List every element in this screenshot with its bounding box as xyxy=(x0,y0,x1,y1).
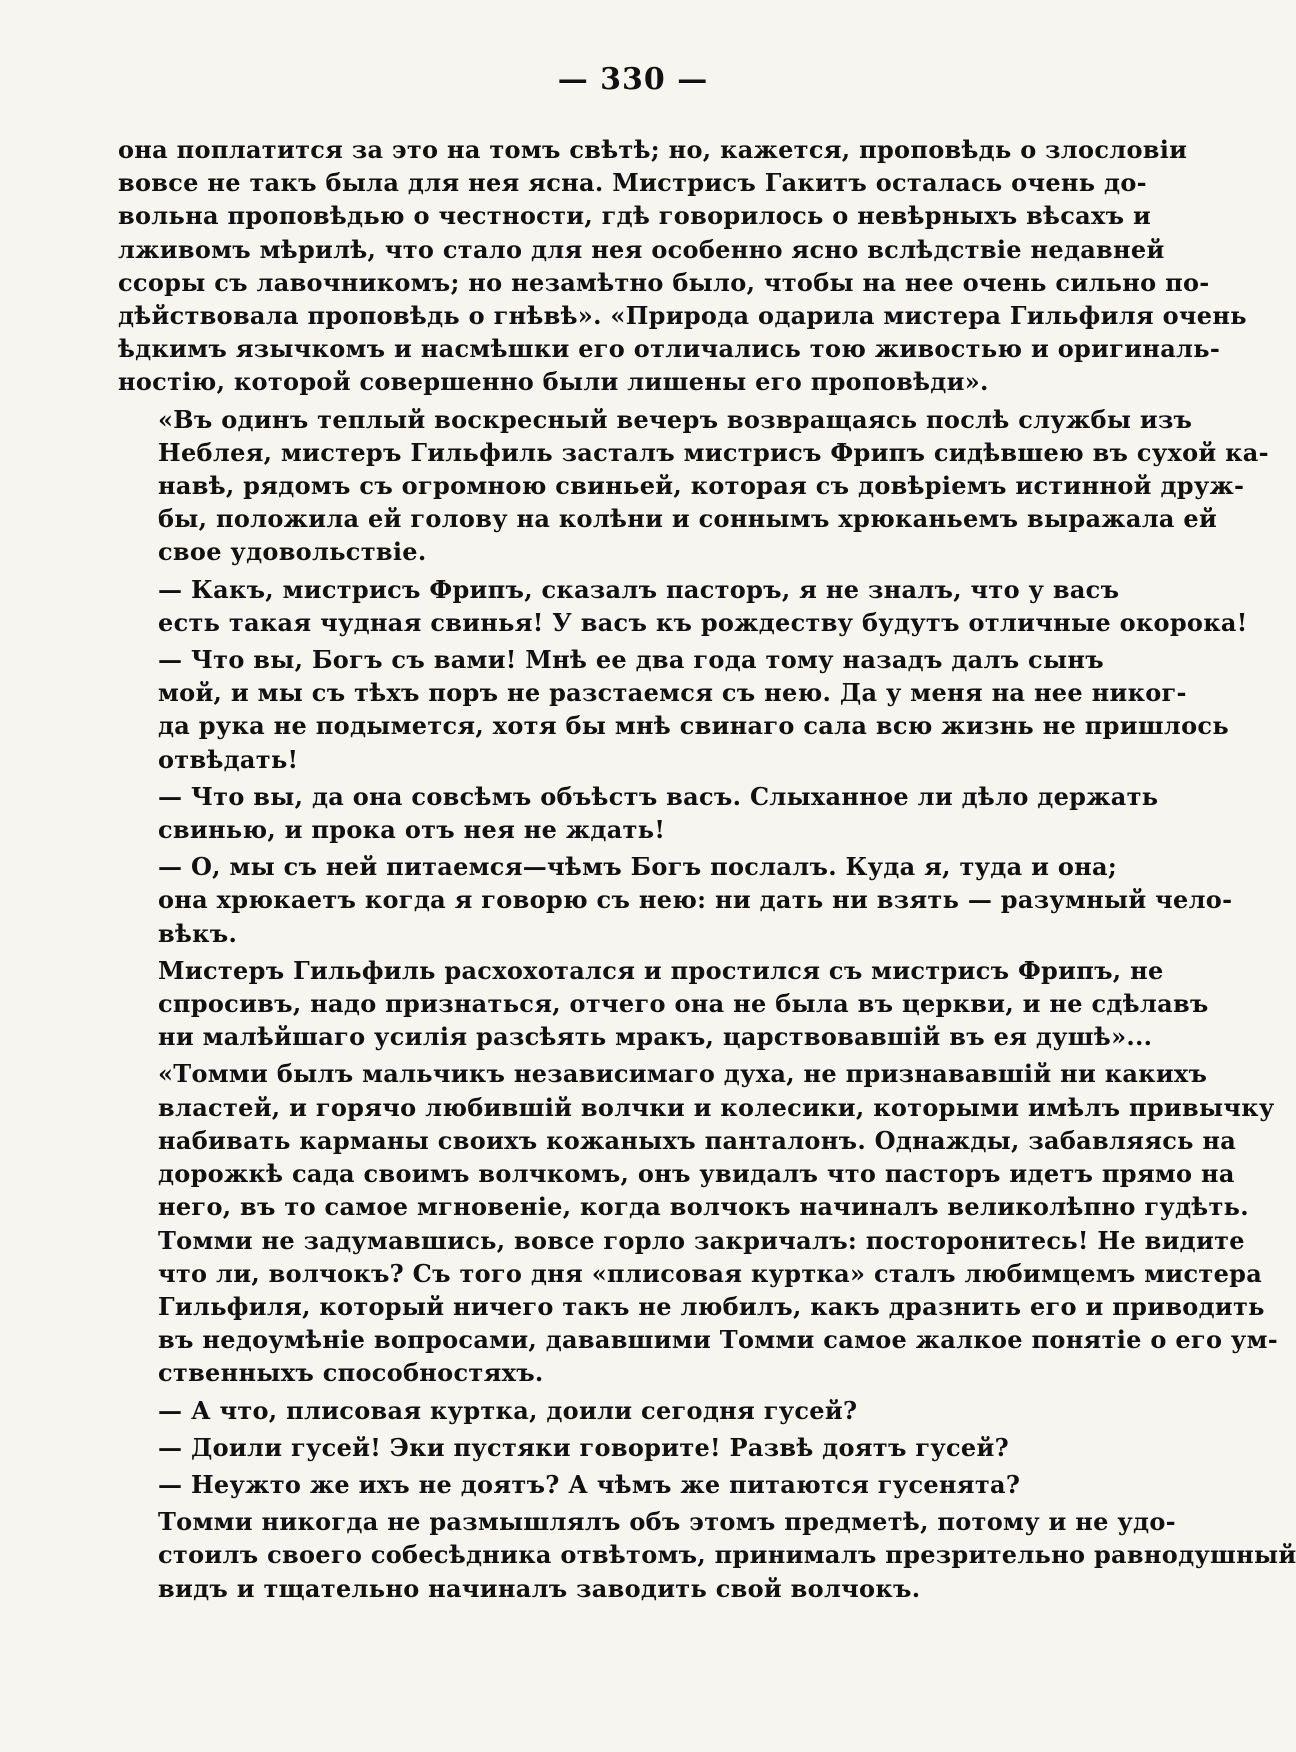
text-line: — Доили гусей! Эки пустяки говорите! Развѣ доятъ гусей? xyxy=(158,1432,1009,1462)
text-line: видъ и тщательно начиналъ заводить свой волчокъ. xyxy=(158,1573,921,1603)
text-line: — А что, плисовая куртка, доили сегодня гусей? xyxy=(158,1395,858,1425)
text-line: вовсе не такъ была для нея ясна. Мистрисъ Гакитъ осталась очень до- xyxy=(118,168,1147,198)
text-line: — Что вы, да она совсѣмъ объѣстъ васъ. Слыханное ли дѣло держать xyxy=(158,781,1159,811)
paragraph xyxy=(118,954,1209,1054)
text-line: — Что вы, Богъ съ вами! Мнѣ ее два года тому назадъ далъ сынъ xyxy=(158,645,1104,675)
text-line: лживомъ мѣрилѣ, что стало для нея особенно ясно вслѣдствіе недавней xyxy=(118,234,1165,264)
paragraph xyxy=(118,780,1159,846)
text-line: Томми не задумавшись, вовсе горло закричалъ: посторонитесь! Не видите xyxy=(158,1225,1245,1255)
paragraph xyxy=(118,1431,1088,1464)
text-line: ственныхъ способностяхъ. xyxy=(158,1358,544,1388)
text-line: «Томми былъ мальчикъ независимаго духа, не признававшій ни какихъ xyxy=(158,1059,1208,1089)
text-line: бы, положила ей голову на колѣни и соннымъ хрюканьемъ выражала ей xyxy=(158,504,1218,534)
text-line: властей, и горячо любившій волчки и колесики, которыми имѣлъ привычку xyxy=(158,1092,1275,1122)
text-line: мой, и мы съ тѣхъ поръ не разстаемся съ нею. Да у меня на нее никог- xyxy=(158,678,1187,708)
paragraph xyxy=(118,403,1269,569)
paragraph xyxy=(118,850,1233,950)
paragraph xyxy=(118,1394,1088,1427)
text-line: ссоры съ лавочникомъ; но незамѣтно было, чтобы на нее очень сильно по- xyxy=(118,267,1210,297)
paragraph xyxy=(118,133,1247,399)
text-line: спросивъ, надо признаться, отчего она не была въ церкви, и не сдѣлавъ xyxy=(158,989,1209,1019)
page-number: — 330 — xyxy=(557,62,709,97)
text-line: что ли, волчокъ? Съ того дня «плисовая куртка» сталъ любимцемъ мистера xyxy=(158,1258,1263,1288)
text-line: ностію, которой совершенно были лишены его проповѣди». xyxy=(118,367,989,397)
text-line: Мистеръ Гильфиль расхохотался и простился съ мистрисъ Фрипъ, не xyxy=(158,955,1164,985)
paragraph xyxy=(118,573,1248,639)
text-line: она поплатится за это на томъ свѣтѣ; но, кажется, проповѣдь о злословіи xyxy=(118,135,1188,164)
text-line: «Въ одинъ теплый воскресный вечеръ возвращаясь послѣ службы изъ xyxy=(158,404,1193,434)
text-line: дѣйствовала проповѣдь о гнѣвѣ». «Природа одарила мистера Гильфиля очень xyxy=(118,301,1247,331)
paragraph xyxy=(118,1468,1088,1501)
text-line: Томми никогда не размышлялъ объ этомъ предметѣ, потому и не удо- xyxy=(158,1507,1176,1537)
text-line: въ недоумѣніе вопросами, дававшими Томми самое жалкое понятіе о его ум- xyxy=(158,1325,1278,1355)
text-line: вольна проповѣдью о честности, гдѣ говорилось о невѣрныхъ вѣсахъ и xyxy=(118,201,1152,231)
text-line: него, въ то самое мгновеніе, когда волчокъ начиналъ великолѣпно гудѣть. xyxy=(158,1192,1249,1222)
text-line: — Неужто же ихъ не доятъ? А чѣмъ же питаются гусенята? xyxy=(158,1469,1021,1499)
text-line: ни малѣйшаго усилія разсѣять мракъ, царствовавшій въ ея душѣ»... xyxy=(158,1022,1153,1052)
text-line: свинью, и прока отъ нея не ждать! xyxy=(158,815,666,845)
text-line: вѣкъ. xyxy=(158,918,238,948)
text-line: отвѣдать! xyxy=(158,744,299,774)
text-line: набивать карманы своихъ кожаныхъ панталонъ. Однажды, забавляясь на xyxy=(158,1125,1237,1155)
text-line: Неблея, мистеръ Гильфиль засталъ мистрисъ Фрипъ сидѣвшею въ сухой ка- xyxy=(158,437,1269,467)
text-line: ѣдкимъ язычкомъ и насмѣшки его отличались тою живостью и оригиналь- xyxy=(118,334,1221,364)
text-line: она хрюкаетъ когда я говорю съ нею: ни дать ни взять — разумный чело- xyxy=(158,885,1233,915)
text-line: навѣ, рядомъ съ огромною свиньей, которая съ довѣріемъ истинной друж- xyxy=(158,471,1245,501)
text-line: да рука не подымется, хотя бы мнѣ свинаго сала всю жизнь не пришлось xyxy=(158,711,1229,741)
text-line: есть такая чудная свинья! У васъ къ рождеству будутъ отличные окорока! xyxy=(158,607,1248,637)
paragraph xyxy=(118,643,1229,776)
text-line: дорожкѣ сада своимъ волчкомъ, онъ увидалъ что пасторъ идетъ прямо на xyxy=(158,1159,1235,1189)
text-line: стоилъ своего собесѣдника отвѣтомъ, принималъ презрительно равнодушный xyxy=(158,1540,1296,1570)
text-line: свое удовольствіе. xyxy=(158,537,427,567)
body-text xyxy=(118,133,1296,1605)
paragraph xyxy=(118,1505,1296,1605)
text-line: — О, мы съ ней питаемся—чѣмъ Богъ послалъ. Куда я, туда и она; xyxy=(158,852,1118,882)
paragraph xyxy=(118,1057,1278,1389)
text-line: — Какъ, мистрисъ Фрипъ, сказалъ пасторъ, я не зналъ, что у васъ xyxy=(158,574,1120,604)
text-line: Гильфиля, который ничего такъ не любилъ, какъ дразнить его и приводить xyxy=(158,1291,1265,1321)
